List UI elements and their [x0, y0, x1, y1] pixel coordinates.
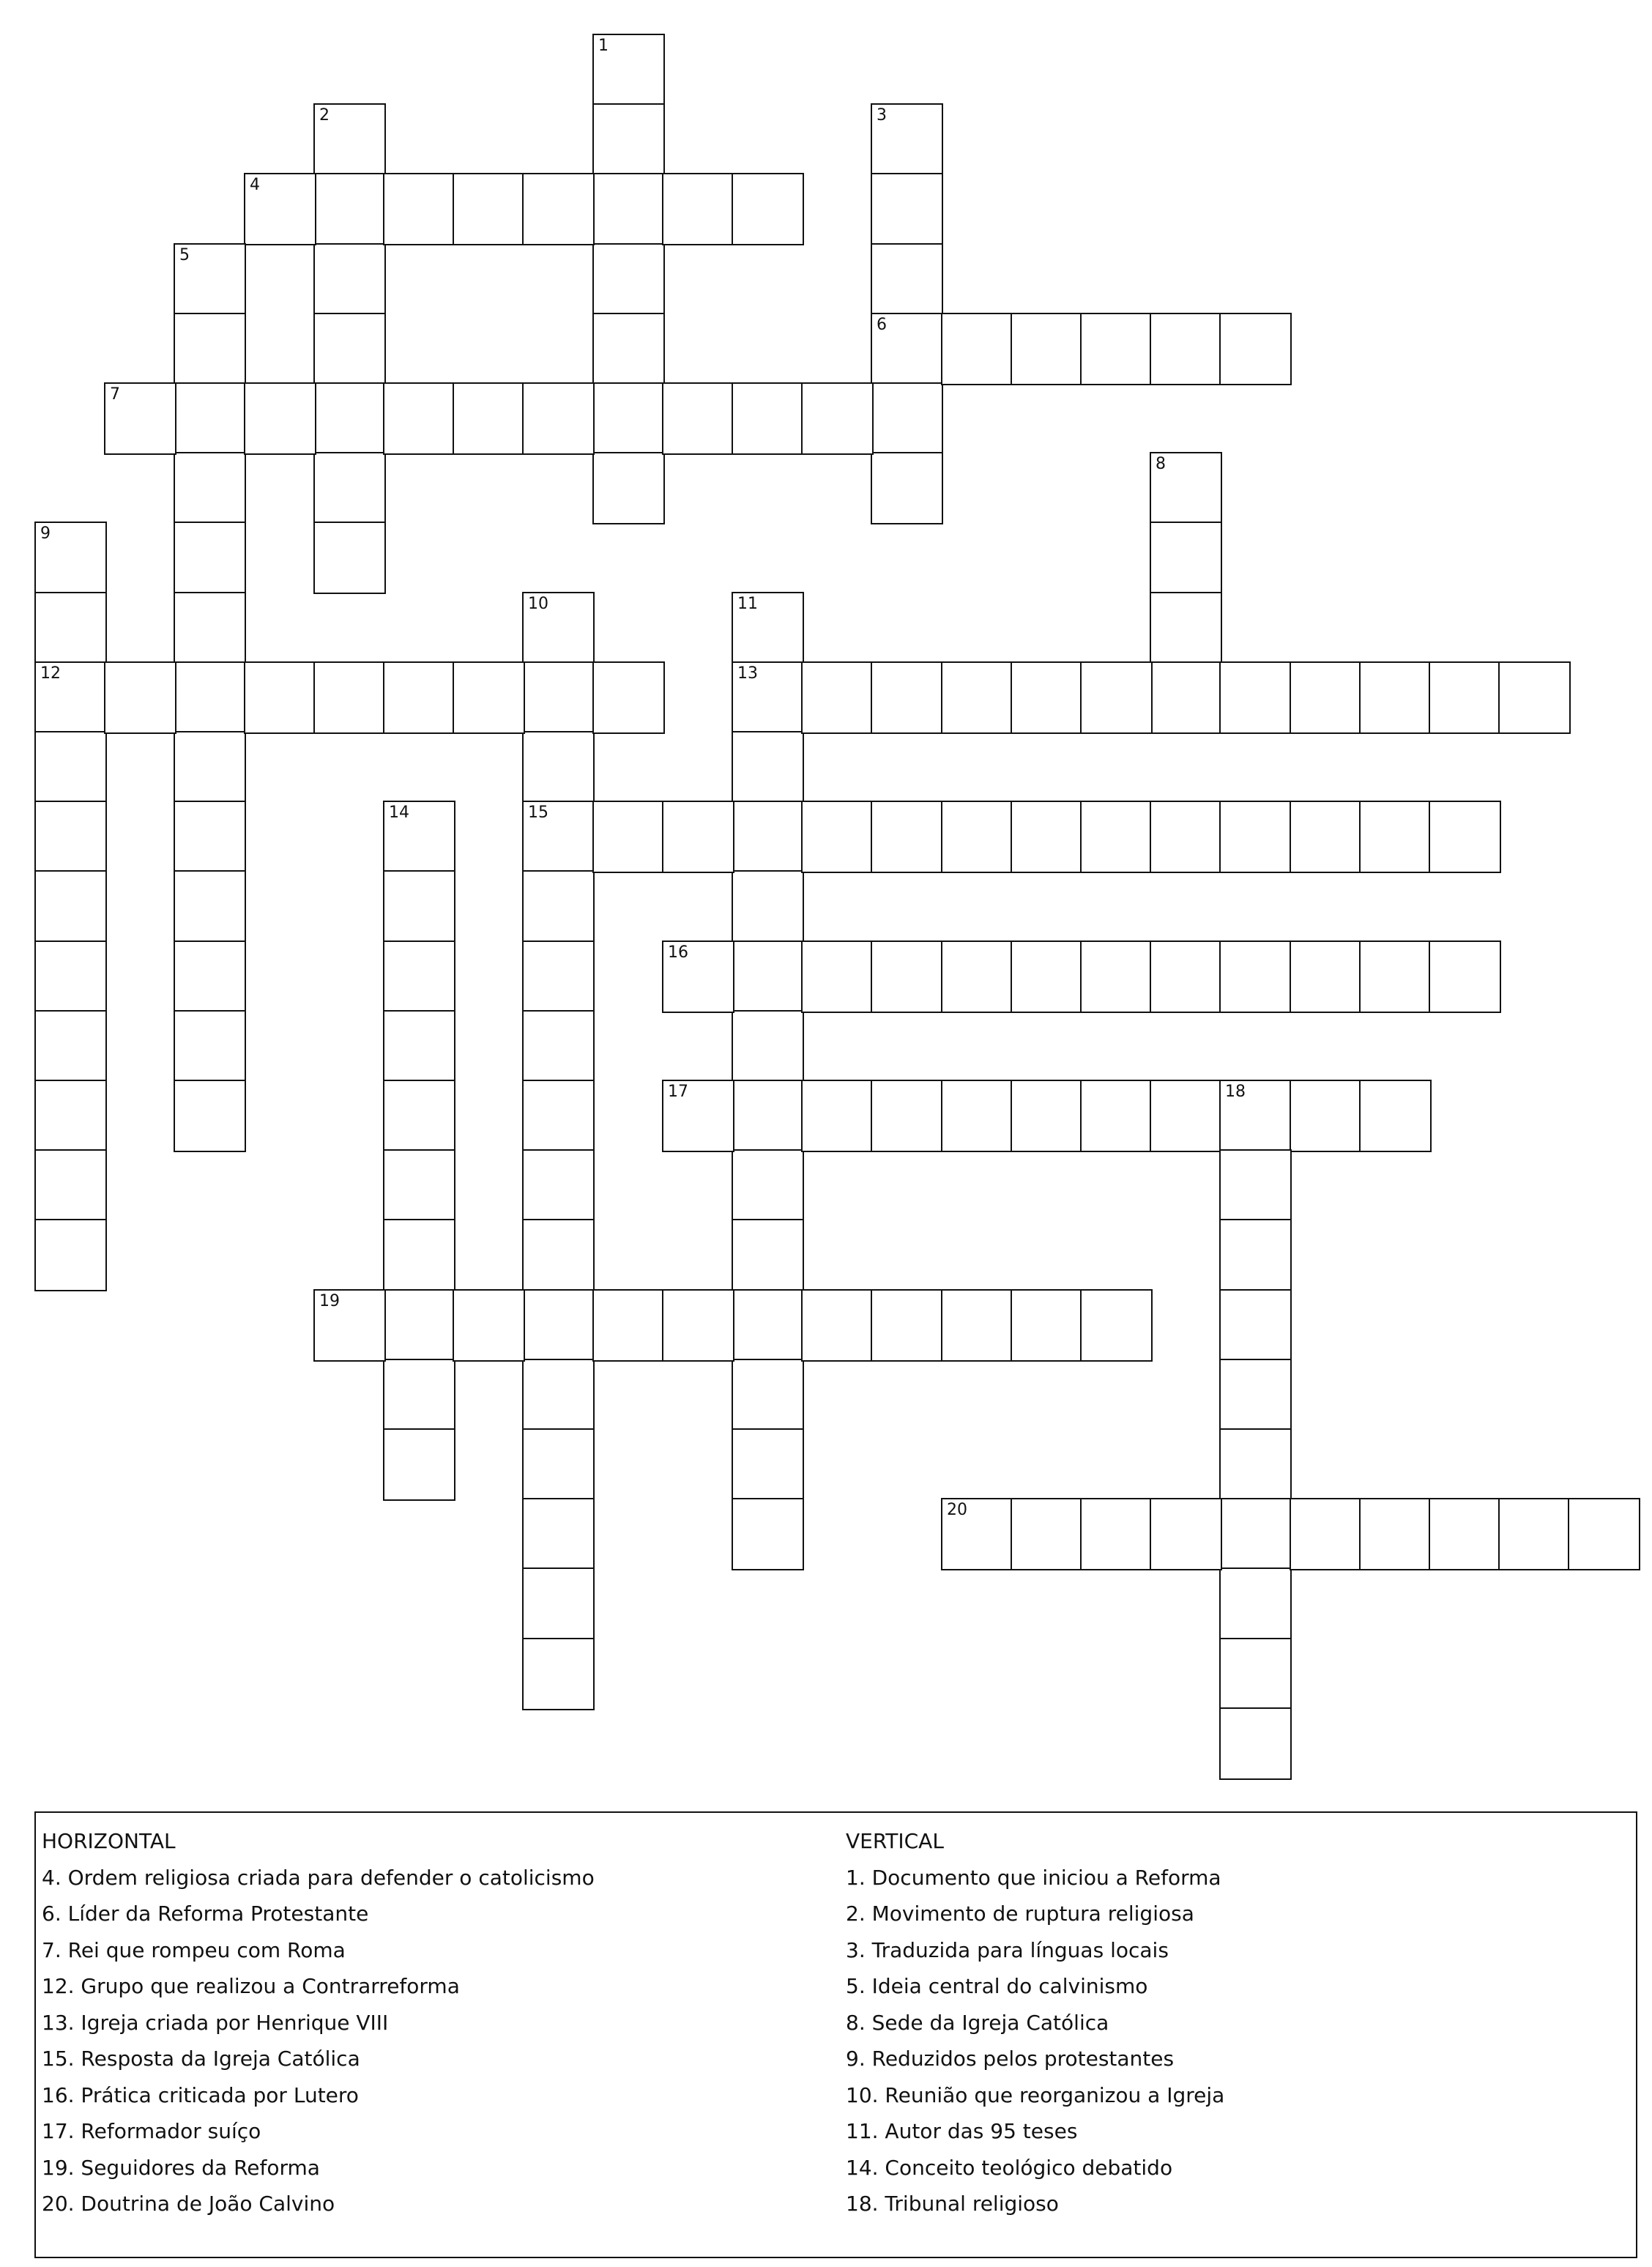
crossword-cell[interactable]: [174, 382, 246, 455]
vertical-clue: 9. Reduzidos pelos protestantes: [846, 2047, 1175, 2071]
crossword-cell[interactable]: [1219, 313, 1292, 385]
crossword-cell[interactable]: [1219, 1149, 1292, 1222]
clue-number: 10: [528, 595, 548, 613]
crossword-cell[interactable]: [383, 801, 455, 873]
crossword-cell[interactable]: [732, 1219, 804, 1291]
crossword-cell[interactable]: [1080, 313, 1153, 385]
clue-number: 14: [389, 804, 409, 822]
crossword-cell[interactable]: [1080, 1080, 1153, 1152]
crossword-cell[interactable]: [732, 1080, 804, 1152]
crossword-cell[interactable]: [592, 382, 665, 455]
crossword-cell[interactable]: [662, 382, 734, 455]
crossword-cell[interactable]: [871, 243, 943, 316]
crossword-cell[interactable]: [1150, 940, 1222, 1013]
crossword-cell[interactable]: [522, 382, 595, 455]
crossword-cell[interactable]: [244, 382, 316, 455]
horizontal-clues-column: [42, 1823, 595, 2222]
crossword-cell[interactable]: [1080, 940, 1153, 1013]
crossword-cell[interactable]: [941, 1498, 1013, 1570]
crossword-cell[interactable]: [1429, 801, 1501, 873]
crossword-cell[interactable]: [732, 801, 804, 873]
crossword-cell[interactable]: [592, 243, 665, 316]
crossword-cell[interactable]: [34, 870, 107, 943]
vertical-clue: 18. Tribunal religioso: [846, 2192, 1059, 2216]
crossword-cell[interactable]: [941, 1289, 1013, 1362]
clue-number: 1: [598, 37, 609, 55]
crossword-cell[interactable]: [174, 801, 246, 873]
crossword-cell[interactable]: [522, 940, 595, 1013]
crossword-cell[interactable]: [871, 452, 943, 524]
crossword-cell[interactable]: [1080, 1498, 1153, 1570]
crossword-cell[interactable]: [383, 382, 455, 455]
crossword-cell[interactable]: [871, 173, 943, 245]
crossword-cell[interactable]: [522, 1428, 595, 1501]
crossword-cell[interactable]: [732, 731, 804, 804]
horizontal-clue: 19. Seguidores da Reforma: [42, 2155, 320, 2180]
crossword-cell[interactable]: [34, 731, 107, 804]
crossword-cell[interactable]: [453, 173, 525, 245]
crossword-cell[interactable]: [732, 870, 804, 943]
crossword-cell[interactable]: [1359, 661, 1432, 734]
crossword-cell[interactable]: [592, 452, 665, 524]
crossword-cell[interactable]: [313, 452, 386, 524]
crossword-cell[interactable]: [1219, 801, 1292, 873]
crossword-cell[interactable]: [1219, 1428, 1292, 1501]
crossword-cell[interactable]: [522, 1359, 595, 1431]
crossword-cell[interactable]: [1150, 522, 1222, 594]
crossword-cell[interactable]: [383, 173, 455, 245]
crossword-cell[interactable]: [871, 940, 943, 1013]
crossword-cell[interactable]: [1219, 940, 1292, 1013]
crossword-cell[interactable]: [1080, 661, 1153, 734]
crossword-cell[interactable]: [1011, 1498, 1083, 1570]
crossword-cell[interactable]: [592, 661, 665, 734]
crossword-cell[interactable]: [34, 522, 107, 594]
crossword-cell[interactable]: [104, 661, 176, 734]
crossword-cell[interactable]: [522, 731, 595, 804]
crossword-cell[interactable]: [34, 1080, 107, 1152]
crossword-cell[interactable]: [313, 661, 386, 734]
crossword-cell[interactable]: [1359, 801, 1432, 873]
horizontal-clue: 13. Igreja criada por Henrique VIII: [42, 2010, 389, 2035]
crossword-cell[interactable]: [1290, 801, 1362, 873]
vertical-clue: 1. Documento que iniciou a Reforma: [846, 1865, 1221, 1890]
clue-number: 6: [877, 316, 887, 334]
crossword-cell[interactable]: [732, 1428, 804, 1501]
crossword-cell[interactable]: [1011, 940, 1083, 1013]
crossword-cell[interactable]: [941, 313, 1013, 385]
crossword-cell[interactable]: [1150, 313, 1222, 385]
crossword-cell[interactable]: [1359, 1498, 1432, 1570]
vertical-clue: 10. Reunião que reorganizou a Igreja: [846, 2082, 1225, 2107]
crossword-cell[interactable]: [34, 940, 107, 1013]
crossword-cell[interactable]: [1150, 592, 1222, 664]
crossword-cell[interactable]: [174, 522, 246, 594]
crossword-cell[interactable]: [592, 173, 665, 245]
vertical-clue: 8. Sede da Igreja Católica: [846, 2010, 1109, 2035]
crossword-cell[interactable]: [174, 313, 246, 385]
crossword-cell[interactable]: [1498, 661, 1571, 734]
crossword-cell[interactable]: [732, 592, 804, 664]
crossword-cell[interactable]: [383, 1010, 455, 1083]
crossword-cell[interactable]: [522, 870, 595, 943]
vertical-clue: 2. Movimento de ruptura religiosa: [846, 1901, 1194, 1926]
crossword-cell[interactable]: [1219, 1219, 1292, 1291]
crossword-cell[interactable]: [941, 801, 1013, 873]
clue-number: 8: [1156, 455, 1166, 473]
crossword-cell[interactable]: [1290, 661, 1362, 734]
horizontal-clue: 4. Ordem religiosa criada para defender o catolicismo: [42, 1865, 595, 1890]
crossword-cell[interactable]: [104, 382, 176, 455]
crossword-cell[interactable]: [174, 243, 246, 316]
horizontal-clue: 15. Resposta da Igreja Católica: [42, 2047, 360, 2071]
clue-number: 3: [877, 106, 887, 125]
crossword-cell[interactable]: [383, 1080, 455, 1152]
crossword-cell[interactable]: [941, 661, 1013, 734]
crossword-cell[interactable]: [383, 1289, 455, 1362]
crossword-cell[interactable]: [801, 1080, 874, 1152]
crossword-cell[interactable]: [522, 661, 595, 734]
crossword-cell[interactable]: [453, 382, 525, 455]
crossword-cell[interactable]: [1150, 1498, 1222, 1570]
crossword-cell[interactable]: [871, 382, 943, 455]
crossword-cell[interactable]: [174, 731, 246, 804]
crossword-cell[interactable]: [592, 103, 665, 176]
crossword-cell[interactable]: [1219, 1707, 1292, 1780]
crossword-cell[interactable]: [313, 103, 386, 176]
crossword-cell[interactable]: [1219, 1498, 1292, 1570]
crossword-cell[interactable]: [1429, 940, 1501, 1013]
crossword-cell[interactable]: [941, 940, 1013, 1013]
crossword-cell[interactable]: [313, 313, 386, 385]
crossword-cell[interactable]: [34, 1149, 107, 1222]
crossword-cell[interactable]: [522, 1638, 595, 1710]
crossword-cell[interactable]: [1290, 1080, 1362, 1152]
crossword-cell[interactable]: [1429, 1498, 1501, 1570]
clue-number: 4: [250, 176, 260, 194]
crossword-cell[interactable]: [313, 173, 386, 245]
crossword-cell[interactable]: [732, 1149, 804, 1222]
crossword-cell[interactable]: [1011, 1080, 1083, 1152]
crossword-cell[interactable]: [522, 173, 595, 245]
clue-number: 18: [1225, 1083, 1246, 1101]
crossword-cell[interactable]: [592, 1289, 665, 1362]
crossword-cell[interactable]: [1219, 1638, 1292, 1710]
crossword-cell[interactable]: [732, 1359, 804, 1431]
crossword-cell[interactable]: [453, 661, 525, 734]
crossword-cell[interactable]: [1568, 1498, 1640, 1570]
crossword-cell[interactable]: [34, 592, 107, 664]
crossword-cell[interactable]: [522, 1010, 595, 1083]
crossword-cell[interactable]: [732, 382, 804, 455]
crossword-cell[interactable]: [522, 1149, 595, 1222]
crossword-cell[interactable]: [522, 1080, 595, 1152]
vertical-heading: VERTICAL: [846, 1829, 944, 1853]
crossword-cell[interactable]: [871, 801, 943, 873]
crossword-cell[interactable]: [871, 103, 943, 176]
crossword-cell[interactable]: [174, 940, 246, 1013]
vertical-clue: 3. Traduzida para línguas locais: [846, 1937, 1169, 1962]
crossword-cell[interactable]: [1011, 801, 1083, 873]
crossword-cell[interactable]: [732, 1289, 804, 1362]
crossword-cell[interactable]: [1150, 661, 1222, 734]
crossword-cell[interactable]: [732, 1498, 804, 1570]
crossword-cell[interactable]: [592, 801, 665, 873]
crossword-cell[interactable]: [383, 1359, 455, 1431]
crossword-cell[interactable]: [592, 313, 665, 385]
crossword-cell[interactable]: [383, 1149, 455, 1222]
crossword-cell[interactable]: [34, 1219, 107, 1291]
clue-number: 5: [179, 246, 190, 264]
crossword-cell[interactable]: [1429, 661, 1501, 734]
crossword-cell[interactable]: [1150, 801, 1222, 873]
crossword-cell[interactable]: [1290, 1498, 1362, 1570]
crossword-cell[interactable]: [174, 1080, 246, 1152]
crossword-cell[interactable]: [1219, 1080, 1292, 1152]
clue-number: 12: [40, 664, 61, 683]
crossword-cell[interactable]: [174, 452, 246, 524]
crossword-cell[interactable]: [1359, 1080, 1432, 1152]
crossword-cell[interactable]: [662, 173, 734, 245]
crossword-cell[interactable]: [34, 801, 107, 873]
crossword-cell[interactable]: [1011, 1289, 1083, 1362]
crossword-cell[interactable]: [871, 661, 943, 734]
crossword-cell[interactable]: [453, 1289, 525, 1362]
vertical-clue: 11. Autor das 95 teses: [846, 2119, 1078, 2143]
crossword-cell[interactable]: [522, 1498, 595, 1570]
clue-number: 19: [319, 1292, 340, 1310]
crossword-cell[interactable]: [1080, 1289, 1153, 1362]
crossword-cell[interactable]: [1359, 940, 1432, 1013]
crossword-cell[interactable]: [174, 1010, 246, 1083]
crossword-cell[interactable]: [1150, 452, 1222, 524]
crossword-cell[interactable]: [1011, 313, 1083, 385]
crossword-cell[interactable]: [34, 1010, 107, 1083]
horizontal-clue: 6. Líder da Reforma Protestante: [42, 1901, 369, 1926]
crossword-cell[interactable]: [732, 661, 804, 734]
crossword-cell[interactable]: [1219, 1567, 1292, 1640]
crossword-cell[interactable]: [313, 243, 386, 316]
clue-number: 16: [668, 943, 688, 962]
clue-number: 17: [668, 1083, 688, 1101]
clue-number: 9: [40, 524, 51, 543]
crossword-cell[interactable]: [941, 1080, 1013, 1152]
crossword-cell[interactable]: [174, 661, 246, 734]
crossword-cell[interactable]: [1080, 801, 1153, 873]
crossword-cell[interactable]: [801, 801, 874, 873]
crossword-cell[interactable]: [383, 870, 455, 943]
crossword-cell[interactable]: [313, 522, 386, 594]
clue-number: 20: [947, 1501, 967, 1519]
crossword-cell[interactable]: [313, 1289, 386, 1362]
horizontal-heading: HORIZONTAL: [42, 1829, 176, 1853]
crossword-cell[interactable]: [871, 1289, 943, 1362]
crossword-cell[interactable]: [801, 940, 874, 1013]
vertical-clue: 5. Ideia central do calvinismo: [846, 1974, 1148, 1998]
crossword-cell[interactable]: [383, 940, 455, 1013]
crossword-cell[interactable]: [801, 661, 874, 734]
clue-number: 2: [319, 106, 330, 125]
crossword-cell[interactable]: [1219, 1289, 1292, 1362]
crossword-cell[interactable]: [662, 801, 734, 873]
horizontal-clue: 12. Grupo que realizou a Contrarreforma: [42, 1974, 460, 1998]
clue-number: 15: [528, 804, 548, 822]
crossword-cell[interactable]: [1498, 1498, 1571, 1570]
crossword-cell[interactable]: [244, 661, 316, 734]
vertical-clue: 14. Conceito teológico debatido: [846, 2155, 1173, 2180]
crossword-cell[interactable]: [522, 1567, 595, 1640]
crossword-cell[interactable]: [1150, 1080, 1222, 1152]
crossword-cell[interactable]: [732, 940, 804, 1013]
crossword-cell[interactable]: [244, 173, 316, 245]
crossword-cell[interactable]: [383, 1219, 455, 1291]
crossword-cell[interactable]: [1290, 940, 1362, 1013]
clues-box: [34, 1811, 1637, 2258]
crossword-cell[interactable]: [313, 382, 386, 455]
crossword-cell[interactable]: [801, 382, 874, 455]
crossword-cell[interactable]: [34, 661, 107, 734]
crossword-cell[interactable]: [383, 661, 455, 734]
clue-number: 13: [737, 664, 758, 683]
horizontal-clue: 20. Doutrina de João Calvino: [42, 2192, 335, 2216]
horizontal-clue: 7. Rei que rompeu com Roma: [42, 1937, 346, 1962]
crossword-cell[interactable]: [522, 592, 595, 664]
crossword-cell[interactable]: [522, 1289, 595, 1362]
horizontal-clue: 17. Reformador suíço: [42, 2119, 261, 2143]
crossword-cell[interactable]: [871, 1080, 943, 1152]
crossword-cell[interactable]: [174, 870, 246, 943]
crossword-cell[interactable]: [1219, 1359, 1292, 1431]
vertical-clues-column: [846, 1823, 1224, 2222]
clue-number: 7: [110, 385, 120, 404]
crossword-cell[interactable]: [522, 1219, 595, 1291]
crossword-cell[interactable]: [871, 313, 943, 385]
clue-number: 11: [737, 595, 758, 613]
crossword-cell[interactable]: [732, 173, 804, 245]
crossword-cell[interactable]: [662, 940, 734, 1013]
crossword-cell[interactable]: [801, 1289, 874, 1362]
crossword-cell[interactable]: [662, 1289, 734, 1362]
crossword-cell[interactable]: [522, 801, 595, 873]
crossword-cell[interactable]: [662, 1080, 734, 1152]
crossword-cell[interactable]: [1011, 661, 1083, 734]
horizontal-clue: 16. Prática criticada por Lutero: [42, 2082, 359, 2107]
crossword-cell[interactable]: [174, 592, 246, 664]
crossword-cell[interactable]: [383, 1428, 455, 1501]
crossword-cell[interactable]: [732, 1010, 804, 1083]
crossword-cell[interactable]: [592, 34, 665, 106]
crossword-cell[interactable]: [1219, 661, 1292, 734]
